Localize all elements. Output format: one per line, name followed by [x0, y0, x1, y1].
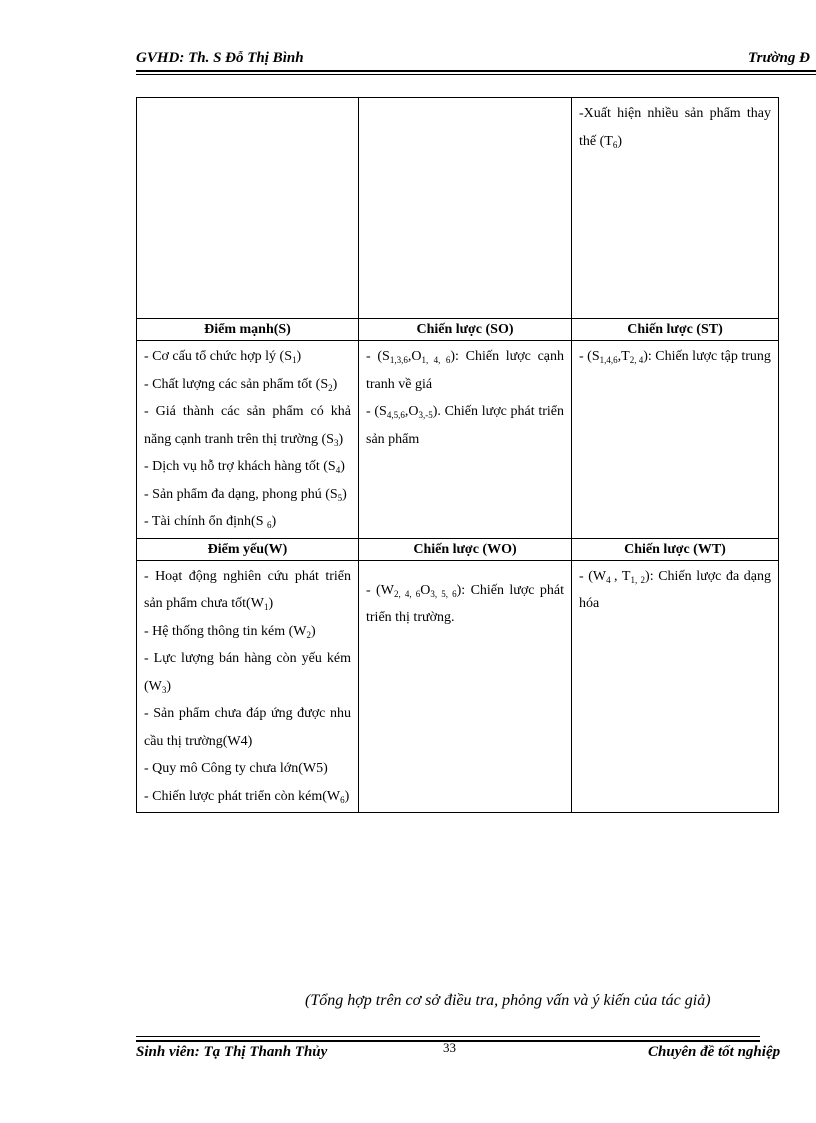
strength-item: - Cơ cấu tổ chức hợp lý $(S_1)$ — [144, 349, 302, 365]
table-row-threats-continued — [137, 98, 779, 319]
strength-item: - Dịch vụ hỗ trợ khách hàng tốt $(S_4)$ — [144, 459, 345, 475]
so-strategy-header: Chiến lược (SO) — [359, 319, 572, 341]
strengths-header: Điểm mạnh(S) — [137, 319, 359, 341]
weakness-item: - Hoạt động nghiên cứu phát triển sản phẩm chưa $tốt(W_1)$ — [144, 568, 351, 612]
header-school: Trường Đ — [748, 50, 810, 66]
header-rule-thin — [136, 74, 816, 75]
so-strategy-item: - $(S_{4,5,6},O_{3,-5})$. Chiến lược phát triển sản phẩm — [366, 404, 564, 447]
weaknesses-header: Điểm yếu(W) — [137, 538, 359, 560]
strength-item: - Giá thành các sản phẩm có khả năng cạnh tranh trên thị trường $(S_3)$ — [144, 404, 351, 448]
weakness-item: - Lực lượng bán hàng còn yếu kém $(W_3)$ — [144, 651, 351, 695]
wt-strategy-item: - ($W_4$ , $T_{1, 2}$): Chiến lược đa dạng hóa — [579, 568, 771, 611]
header-advisor: GVHD: Th. S Đỗ Thị Bình — [136, 50, 304, 66]
footer-student: Sinh viên: Tạ Thị Thanh Thủy — [136, 1044, 328, 1060]
footer-thesis-type: Chuyên đề tốt nghiệp — [648, 1044, 781, 1060]
st-strategy-header: Chiến lược (ST) — [572, 319, 779, 341]
table-row-header-weaknesses — [137, 538, 779, 560]
source-note: (Tổng hợp trên cơ sở điều tra, phỏng vấn và ý kiến của tác giả) — [305, 992, 711, 1009]
wt-strategy-header: Chiến lược (WT) — [572, 538, 779, 560]
table-row-header-strengths — [137, 319, 779, 341]
header-rule — [136, 70, 816, 72]
so-strategies — [359, 341, 572, 539]
weakness-item: - Chiến lược phát triển còn $kém(W_6)$ — [144, 788, 350, 805]
footer-rule-thin — [136, 1036, 760, 1037]
page-number: 33 — [443, 1040, 456, 1055]
wo-strategy-item: - $(W_{2, 4, 6}O_{3, 5, 6})$: Chiến lược phát triển thị trường. — [366, 582, 564, 625]
threat-t6-cell — [572, 98, 779, 319]
table-row-strengths — [137, 341, 779, 539]
empty-cell — [359, 98, 572, 319]
weakness-item: - Quy mô Công ty chưa lớn(W5) — [144, 761, 328, 776]
swot-matrix-table — [136, 97, 779, 813]
table-row-weaknesses — [137, 560, 779, 813]
empty-cell — [137, 98, 359, 319]
weakness-item: - Sản phẩm chưa đáp ứng được nhu cầu thị trường(W4) — [144, 706, 351, 749]
st-strategies — [572, 341, 779, 539]
weakness-item: - Hệ thống thông tin kém $(W_2)$ — [144, 623, 316, 640]
strength-item: - Sản phẩm đa dạng, phong phú $(S_5)$ — [144, 486, 347, 503]
wo-strategy-header: Chiến lược (WO) — [359, 538, 572, 560]
threat-t6-text: -Xuất hiện nhiều sản phẩm thay thế $(T_6)$ — [579, 106, 771, 150]
wt-strategies — [572, 560, 779, 813]
strength-item: - Tài chính ổn định(S $_6$) — [144, 514, 277, 530]
strength-item: - Chất lượng các sản phẩm tốt $(S_2)$ — [144, 376, 338, 393]
st-strategy-item: - $(S_{1,4,6},T_{2, 4})$: Chiến lược tập trung — [579, 349, 771, 365]
weaknesses-list — [137, 560, 359, 813]
wo-strategies — [359, 560, 572, 813]
strengths-list — [137, 341, 359, 539]
so-strategy-item: - $(S_{1,3,6},O_{1, 4, 6})$: Chiến lược cạnh tranh về giá — [366, 349, 565, 392]
